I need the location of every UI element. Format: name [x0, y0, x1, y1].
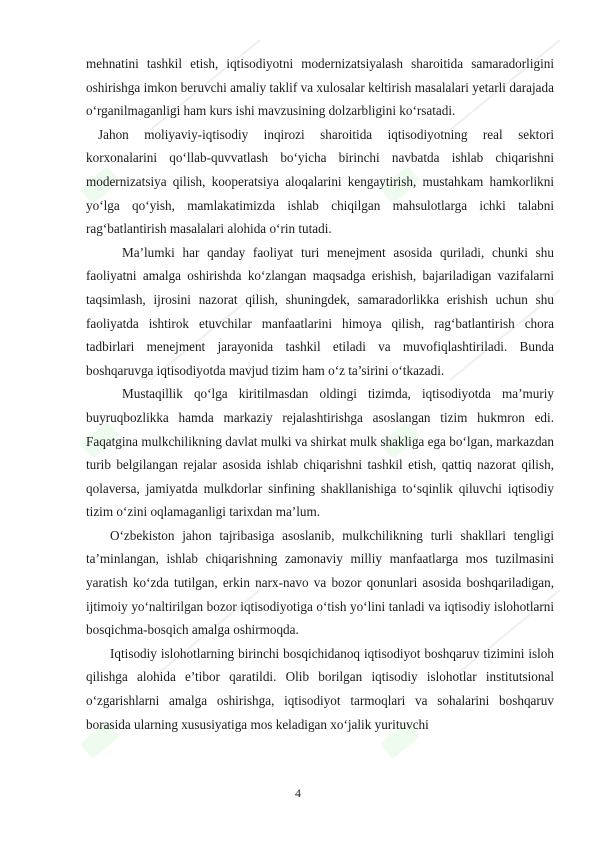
document-body [86, 52, 554, 736]
paragraph: O‘zbekiston jahon tajribasiga asoslanib, mulkchilikning turli shakllari tengligi ta’minlangan, ishlab chiqarishning zamonaviy milliy manfaatlarga mos tuzilmasini yaratish ko‘zda tutilgan, erkin narx-navo va bozor qonunlari asosida boshqariladigan, ijtimoiy yo‘naltirilgan bozor iqtisodiyotiga o‘tish yo‘lini tanladi va iqtisodiy islohotlarni bosqichma-bosqich amalga oshirmoqda. [86, 527, 554, 638]
page-number: 4 [295, 786, 301, 800]
paragraph: Jahon moliyaviy-iqtisodiy inqirozi sharoitida iqtisodiyotning real sektori korxonalarini qo‘llab-quvvatlash bo‘yicha birinchi navbatda ishlab chiqarishni modernizatsiya qilish, kooperatsiya aloqalarini kengaytirish, mustahkam hamkorlikni yo‘lga qo‘yish, mamlakatimizda ishlab chiqilgan mahsulotlarga ichki talabni rag‘batlantirish masalalari alohida o‘rin tutadi. [86, 126, 554, 237]
paragraph: Ma’lumki har qanday faoliyat turi menejment asosida quriladi, chunki shu faoliyatni amalga oshirishda ko‘zlangan maqsadga erishish, bajariladigan vazifalarni taqsimlash, ijrosini nazorat qilish, shuningdek, samaradorlikka erishish uchun shu faoliyatda ishtirok etuvchilar manfaatlarini himoya qilish, rag‘batlantirish chora tadbirlari menejment jarayonida tashkil etiladi va muvofiqlashtiriladi. Bunda boshqaruvga iqtisodiyotda mavjud tizim ham o‘z ta’sirini o‘tkazadi. [86, 244, 554, 378]
paragraph: Mustaqillik qo‘lga kiritilmasdan oldingi tizimda, iqtisodiyotda ma’muriy buyruqbozlikka hamda markaziy rejalashtirishga asoslangan tizim hukmron edi. Faqatgina mulkchilikning davlat mulki va shirkat mulk shakliga ega bo‘lgan, markazdan turib belgilangan rejalar asosida ishlab chiqarishni tashkil etish, qattiq nazorat qilish, qolaversa, jamiyatda mulkdorlar sinfining shakllanishiga to‘sqinlik qiluvchi iqtisodiy tizim o‘zini oqlamaganligi tarixdan ma’lum. [86, 386, 554, 520]
paragraph: Iqtisodiy islohotlarning birinchi bosqichidanoq iqtisodiyot boshqaruv tizimini isloh qilishga alohida e’tibor qaratildi. Olib borilgan iqtisodiy islohotlar institutsional o‘zgarishlarni amalga oshirishga, iqtisodiyot tarmoqlari va sohalarini boshqaruv borasida ularning xususiyatiga mos keladigan xo‘jalik yurituvchi [86, 645, 554, 732]
paragraph: mehnatini tashkil etish, iqtisodiyotni modernizatsiyalash sharoitida samaradorligini oshirishga imkon beruvchi amaliy taklif va xulosalar keltirish masalalari yetarli darajada o‘rganilmaganligi ham kurs ishi mavzusining dolzarbligini ko‘rsatadi. [86, 56, 554, 119]
